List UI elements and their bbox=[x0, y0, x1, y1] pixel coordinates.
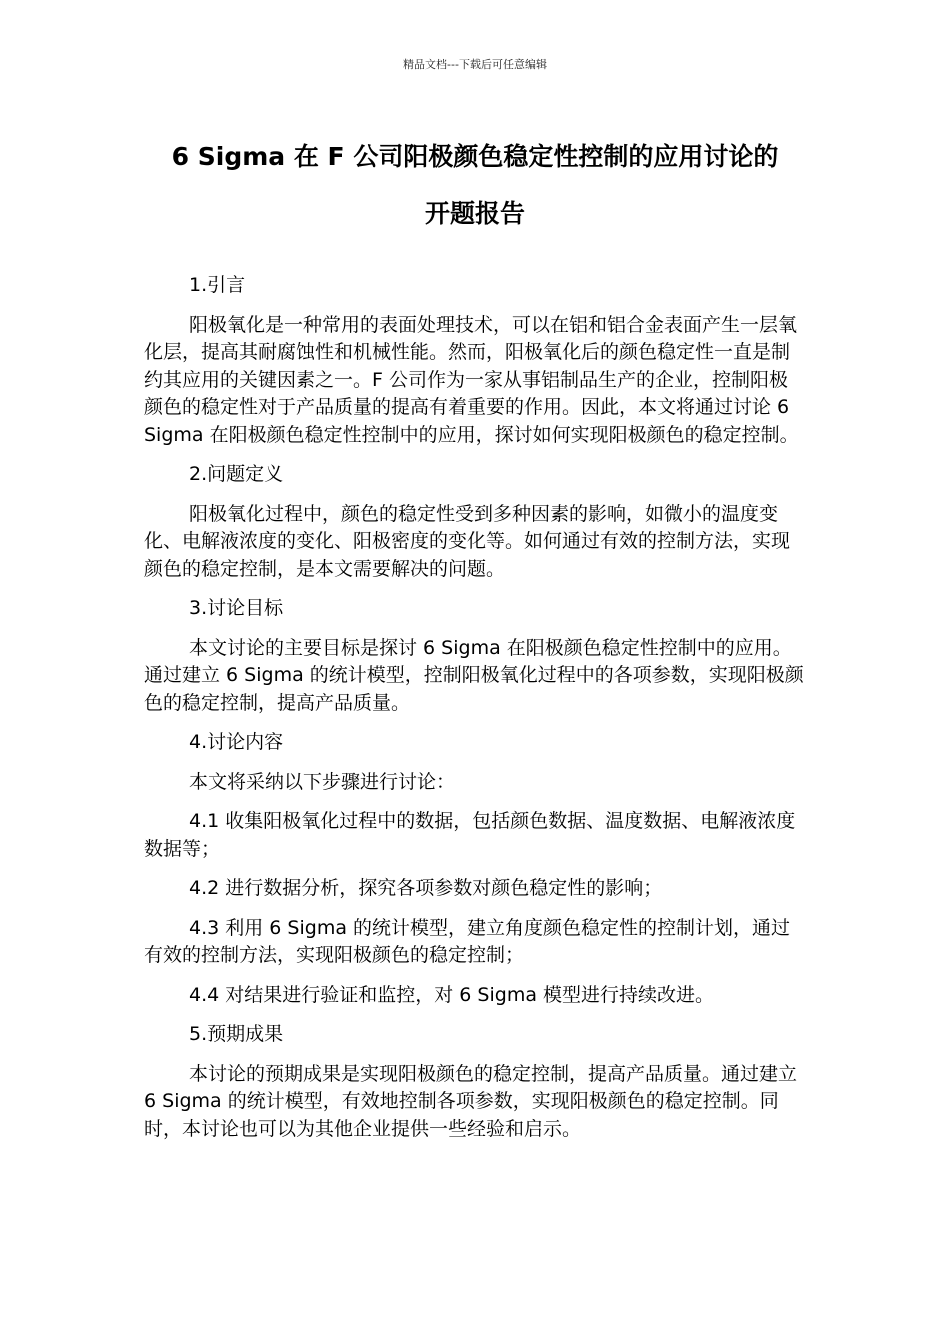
paragraph: 阳极氧化是一种常用的表面处理技术，可以在铝和铝合金表面产生一层氧化层，提高其耐腐蚀性和机械性能。然而，阳极氧化后的颜色稳定性一直是制约其应用的关键因素之一。F 公司作为一家从事铝制品生产的企业，控制阳极颜色的稳定性对于产品质量的提高有着重要的作用。因此，本文将通过讨论 6 Sigma 在阳极颜色稳定性控制中的应用，探讨如何实现阳极颜色的稳定控制。 bbox=[144, 313, 799, 446]
section-heading-objectives: 3.讨论目标 bbox=[189, 597, 284, 619]
section-heading-problem-definition: 2.问题定义 bbox=[189, 463, 284, 485]
paragraph: 阳极氧化过程中，颜色的稳定性受到多种因素的影响，如微小的温度变化、电解液浓度的变化、阳极密度的变化等。如何通过有效的控制方法，实现颜色的稳定控制，是本文需要解决的问题。 bbox=[144, 502, 791, 580]
section-heading-introduction: 1.引言 bbox=[189, 274, 246, 296]
paragraph: 本讨论的预期成果是实现阳极颜色的稳定控制，提高产品质量。通过建立 6 Sigma 的统计模型，有效地控制各项参数，实现阳极颜色的稳定控制。同时，本讨论也可以为其他企业提供一些经验和启示。 bbox=[144, 1062, 798, 1140]
document-title bbox=[100, 128, 850, 242]
page-header: 精品文档---下载后可任意编辑 bbox=[403, 58, 547, 71]
title-line-1: 6 Sigma 在 F 公司阳极颜色稳定性控制的应用讨论的 bbox=[171, 142, 779, 171]
list-item-step: 4.1 收集阳极氧化过程中的数据，包括颜色数据、温度数据、电解液浓度数据等； bbox=[144, 810, 796, 860]
paragraph: 本文将采纳以下步骤进行讨论： bbox=[189, 770, 456, 793]
section-heading-content: 4.讨论内容 bbox=[189, 731, 284, 753]
title-line-2: 开题报告 bbox=[424, 199, 525, 228]
list-item-step: 4.2 进行数据分析，探究各项参数对颜色稳定性的影响； bbox=[189, 877, 663, 899]
paragraph: 本文讨论的主要目标是探讨 6 Sigma 在阳极颜色稳定性控制中的应用。通过建立 6 Sigma 的统计模型，控制阳极氧化过程中的各项参数，实现阳极颜色的稳定控制，提高产品质量。 bbox=[144, 636, 804, 714]
document-body bbox=[144, 272, 806, 1155]
section-heading-expected-results: 5.预期成果 bbox=[189, 1023, 284, 1045]
list-item-step: 4.4 对结果进行验证和监控，对 6 Sigma 模型进行持续改进。 bbox=[189, 983, 715, 1006]
list-item-step: 4.3 利用 6 Sigma 的统计模型，建立角度颜色稳定性的控制计划，通过有效的控制方法，实现阳极颜色的稳定控制； bbox=[144, 916, 791, 966]
